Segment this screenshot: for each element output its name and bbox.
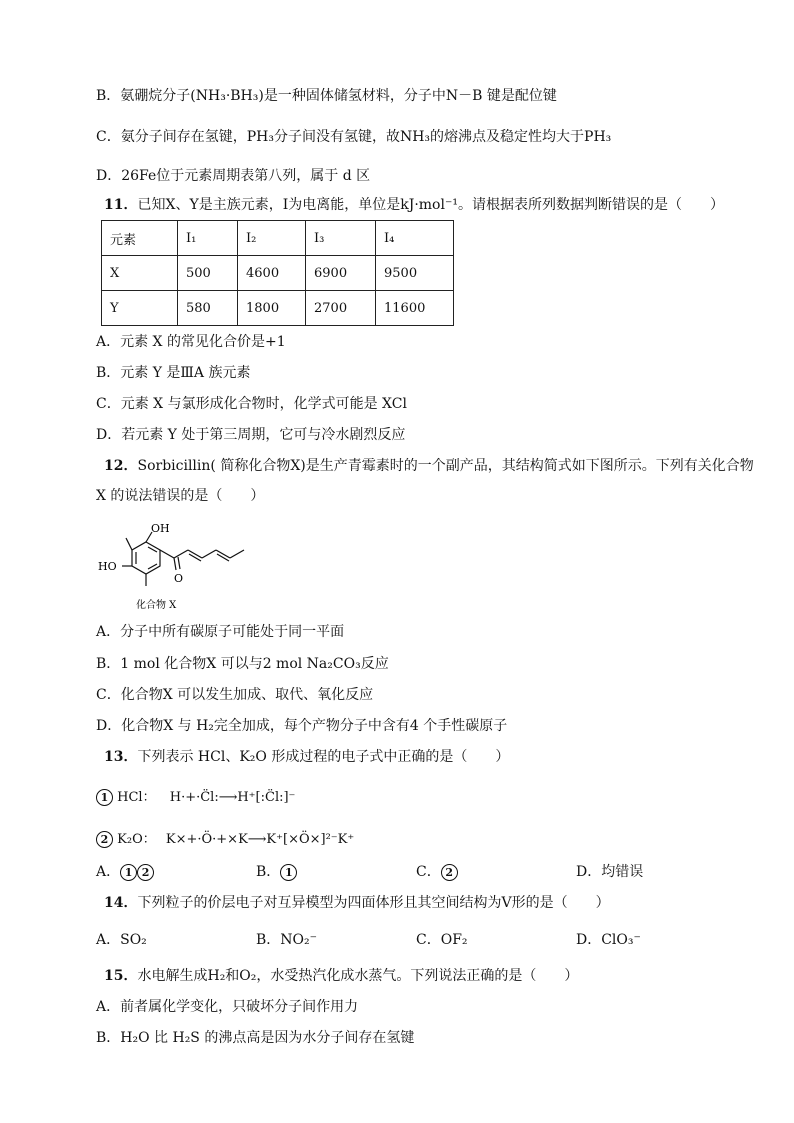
table-cell: 9500 bbox=[376, 256, 454, 291]
q13-number: 13． bbox=[104, 749, 138, 765]
q14-choices bbox=[96, 930, 736, 950]
fig-ho-label: HO bbox=[98, 560, 117, 573]
q12-option-c: C．化合物X 可以发生加成、取代、氧化反应 bbox=[96, 687, 374, 703]
q15-option-a: A．前者属化学变化，只破坏分子间作用力 bbox=[96, 999, 359, 1015]
q14-option-d: D．ClO₃⁻ bbox=[576, 932, 641, 948]
table-cell: 580 bbox=[178, 291, 238, 326]
table-cell: Y bbox=[102, 291, 178, 326]
table-row bbox=[102, 291, 454, 326]
table-cell: 11600 bbox=[376, 291, 454, 326]
q15-option-b: B．H₂O 比 H₂S 的沸点高是因为水分子间存在氢键 bbox=[96, 1030, 415, 1046]
table-header-row bbox=[102, 221, 454, 256]
q13-option-c bbox=[416, 862, 576, 882]
q12-number: 12． bbox=[104, 458, 138, 474]
circled-number-2: 2 bbox=[137, 864, 154, 881]
q13-equation-1 bbox=[96, 786, 295, 806]
q13-option-d: D．均错误 bbox=[576, 864, 644, 880]
fig-caption: 化合物 X bbox=[136, 600, 177, 611]
table-header-cell: 元素 bbox=[102, 221, 178, 256]
q13-option-b-label: B． bbox=[256, 864, 281, 880]
eq2-label: K₂O： bbox=[117, 832, 156, 847]
q14-option-b: B．NO₂⁻ bbox=[256, 932, 318, 948]
circled-number-1: 1 bbox=[120, 864, 137, 881]
compound-x-structure bbox=[96, 520, 296, 612]
table-header-cell: I₃ bbox=[306, 221, 376, 256]
q13-option-a-label: A． bbox=[96, 864, 121, 880]
eq1-formula: H·+·C̈l:⟶H⁺[:C̈l:]⁻ bbox=[169, 790, 296, 805]
circled-number-1: 1 bbox=[96, 789, 113, 806]
q13-option-a bbox=[96, 862, 256, 882]
q14-number: 14． bbox=[104, 895, 138, 911]
q12-option-d: D．化合物X 与 H₂完全加成，每个产物分子中含有4 个手性碳原子 bbox=[96, 718, 508, 734]
q13-option-c-label: C． bbox=[416, 864, 441, 880]
q11-option-d: D．若元素 Y 处于第三周期，它可与冷水剧烈反应 bbox=[96, 427, 406, 443]
fig-oh-label: OH bbox=[151, 522, 170, 535]
table-cell: 6900 bbox=[306, 256, 376, 291]
q12-option-a: A．分子中所有碳原子可能处于同一平面 bbox=[96, 624, 345, 640]
ionization-energy-table bbox=[101, 220, 454, 326]
q12-stem-line1 bbox=[104, 456, 754, 476]
q11-number: 11． bbox=[104, 197, 138, 213]
fig-carbonyl-o-label: O bbox=[174, 572, 184, 585]
q15-stem bbox=[104, 966, 578, 986]
q13-choices bbox=[96, 862, 736, 882]
table-cell: 2700 bbox=[306, 291, 376, 326]
circled-number-2: 2 bbox=[96, 831, 113, 848]
q10-option-c: C．氨分子间存在氢键，PH₃分子间没有氢键，故NH₃的熔沸点及稳定性均大于PH₃ bbox=[96, 129, 612, 145]
q13-stem bbox=[104, 747, 509, 767]
table-header-cell: I₄ bbox=[376, 221, 454, 256]
table-cell: 500 bbox=[178, 256, 238, 291]
table-row bbox=[102, 256, 454, 291]
q10-option-b: B．氨硼烷分子(NH₃·BH₃)是一种固体储氢材料，分子中N－B 键是配位键 bbox=[96, 88, 557, 104]
table-header-cell: I₂ bbox=[238, 221, 306, 256]
q12-stem-text: Sorbicillin( 简称化合物X)是生产青霉素时的一个副产品，其结构简式如下图所示。下列有关化合物 bbox=[137, 458, 754, 474]
q14-stem-text: 下列粒子的价层电子对互异模型为四面体形且其空间结构为V形的是（ ） bbox=[137, 895, 610, 911]
table-cell: 1800 bbox=[238, 291, 306, 326]
q11-stem-text: 已知X、Y是主族元素，I为电离能，单位是kJ·mol⁻¹。请根据表所列数据判断错误的是（ ） bbox=[137, 197, 724, 213]
q11-option-b: B．元素 Y 是ⅢA 族元素 bbox=[96, 365, 251, 381]
q15-stem-text: 水电解生成H₂和O₂，水受热汽化成水蒸气。下列说法正确的是（ ） bbox=[137, 968, 579, 984]
circled-number-2: 2 bbox=[441, 864, 458, 881]
q11-option-c: C．元素 X 与氯形成化合物时，化学式可能是 XCl bbox=[96, 396, 407, 412]
eq1-label: HCl： bbox=[117, 790, 156, 805]
q13-equation-2 bbox=[96, 828, 354, 848]
eq2-formula: K×+·Ö·+×K⟶K⁺[×Ö×]²⁻K⁺ bbox=[165, 832, 355, 847]
table-header-cell: I₁ bbox=[178, 221, 238, 256]
circled-number-1: 1 bbox=[280, 864, 297, 881]
table-cell: X bbox=[102, 256, 178, 291]
q14-option-c: C．OF₂ bbox=[416, 932, 468, 948]
q14-option-a: A．SO₂ bbox=[96, 932, 147, 948]
q14-stem bbox=[104, 893, 610, 913]
q11-stem bbox=[104, 195, 724, 215]
q11-option-a: A．元素 X 的常见化合价是+1 bbox=[96, 334, 286, 350]
q12-option-b: B．1 mol 化合物X 可以与2 mol Na₂CO₃反应 bbox=[96, 656, 389, 672]
q10-option-d: D．26Fe位于元素周期表第八列，属于 d 区 bbox=[96, 168, 371, 184]
q13-stem-text: 下列表示 HCl、K₂O 形成过程的电子式中正确的是（ ） bbox=[137, 749, 510, 765]
table-cell: 4600 bbox=[238, 256, 306, 291]
q15-number: 15． bbox=[104, 968, 138, 984]
q13-option-b bbox=[256, 862, 416, 882]
q12-stem-line2: X 的说法错误的是（ ） bbox=[96, 488, 265, 504]
